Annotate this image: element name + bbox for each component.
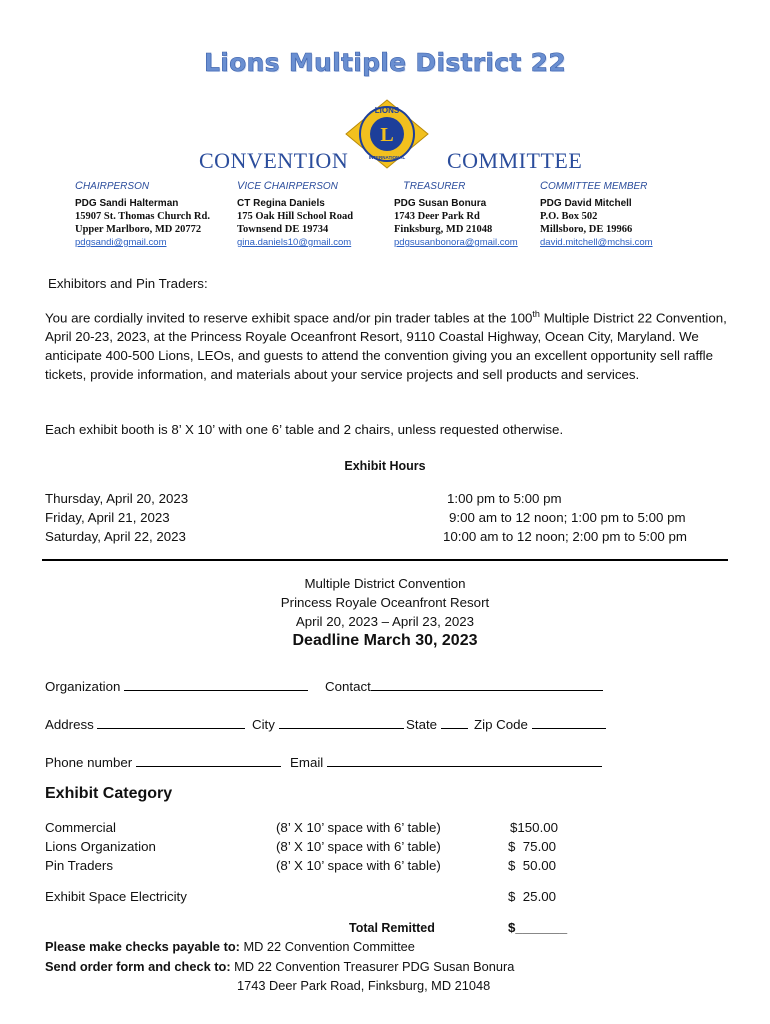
- electricity-label: Exhibit Space Electricity: [45, 889, 187, 904]
- category-desc: (8’ X 10’ space with 6’ table): [276, 820, 441, 835]
- page-title: Lions Multiple District 22: [203, 48, 567, 77]
- category-name: Commercial: [45, 820, 116, 835]
- zip-field[interactable]: Zip Code: [474, 714, 606, 732]
- intro-paragraph: You are cordially invited to reserve exhibit space and/or pin trader tables at the 100th Multiple District 22 Convention, April 20-23, 2023, at the Princess Royale Oceanfront Resort, 9110 Coastal Highway, Ocean City, Maryland. We anticipate 400-500 Lions, LEOs, and guests to attend the convention giving you an excellent opportunity sell raffle tickets, provide information, and materials about your service projects and sell products and services.: [45, 309, 727, 383]
- officer-name: PDG Susan Bonura: [394, 198, 487, 209]
- officer-address1: P.O. Box 502: [540, 211, 598, 222]
- address-field[interactable]: Address: [45, 714, 245, 732]
- officer-name: PDG Sandi Halterman: [75, 198, 179, 209]
- officer-address2: Upper Marlboro, MD 20772: [75, 224, 202, 235]
- send-line: Send order form and check to: MD 22 Convention Treasurer PDG Susan Bonura: [45, 959, 515, 974]
- hours-row: Friday, April 21, 2023: [45, 510, 170, 525]
- lions-logo-top-text: LIONS: [374, 106, 400, 115]
- officer-address2: Millsboro, DE 19966: [540, 224, 633, 235]
- officer-email[interactable]: gina.daniels10@gmail.com: [237, 237, 352, 248]
- category-price: $ 50.00: [508, 858, 557, 873]
- event-line3: April 20, 2023 – April 23, 2023: [295, 614, 475, 629]
- email-field[interactable]: Email: [290, 752, 602, 770]
- phone-field[interactable]: Phone number: [45, 752, 281, 770]
- officer-name: PDG David Mitchell: [540, 198, 632, 209]
- category-heading: Exhibit Category: [45, 785, 173, 802]
- electricity-price: $ 25.00: [508, 889, 557, 904]
- hours-row: Thursday, April 20, 2023: [45, 491, 189, 506]
- role-label: CHAIRPERSON: [75, 180, 150, 192]
- lions-logo-bottom-text: INTERNATIONAL: [368, 155, 406, 160]
- total-value[interactable]: $_______: [508, 920, 568, 935]
- officer-email[interactable]: david.mitchell@mchsi.com: [540, 237, 653, 248]
- lions-logo: [342, 96, 432, 172]
- divider: [42, 559, 728, 561]
- payable-line: Please make checks payable to: MD 22 Convention Committee: [45, 939, 415, 954]
- officer-address1: 15907 St. Thomas Church Rd.: [75, 211, 210, 222]
- lions-logo-letter: L: [380, 124, 394, 146]
- category-desc: (8’ X 10’ space with 6’ table): [276, 858, 441, 873]
- officer-address1: 175 Oak Hill School Road: [237, 211, 354, 222]
- officer-treasurer: [394, 180, 518, 248]
- contact-field[interactable]: Contact: [325, 676, 603, 694]
- salutation: Exhibitors and Pin Traders:: [48, 276, 208, 291]
- hours-heading: Exhibit Hours: [344, 459, 426, 473]
- role-label: VICE CHAIRPERSON: [237, 180, 338, 192]
- officer-chairperson: [75, 180, 210, 248]
- event-line2: Princess Royale Oceanfront Resort: [280, 595, 490, 610]
- category-name: Pin Traders: [45, 858, 113, 873]
- state-field[interactable]: State: [406, 714, 468, 732]
- category-desc: (8’ X 10’ space with 6’ table): [276, 839, 441, 854]
- officer-address1: 1743 Deer Park Rd: [394, 211, 480, 222]
- officer-email[interactable]: pdgsandi@gmail.com: [75, 237, 167, 248]
- committee-word: COMMITTEE: [447, 148, 583, 173]
- total-label: Total Remitted: [349, 921, 435, 935]
- booth-description: Each exhibit booth is 8’ X 10’ with one 6’ table and 2 chairs, unless requested otherwise.: [45, 422, 564, 437]
- role-label: COMMITTEE MEMBER: [540, 180, 648, 192]
- hours-time: 9:00 am to 12 noon; 1:00 pm to 5:00 pm: [449, 510, 686, 525]
- officer-address2: Townsend DE 19734: [237, 224, 329, 235]
- officer-address2: Finksburg, MD 21048: [394, 224, 493, 235]
- convention-word: CONVENTION: [199, 148, 349, 173]
- city-field[interactable]: City: [252, 714, 404, 732]
- hours-time: 1:00 pm to 5:00 pm: [447, 491, 562, 506]
- category-price: $ 75.00: [508, 839, 557, 854]
- event-line1: Multiple District Convention: [304, 576, 466, 591]
- officer-email[interactable]: pdgsusanbonora@gmail.com: [394, 237, 518, 248]
- officer-name: CT Regina Daniels: [237, 198, 325, 209]
- hours-time: 10:00 am to 12 noon; 2:00 pm to 5:00 pm: [443, 529, 687, 544]
- category-price: $150.00: [510, 820, 559, 835]
- officer-committee-member: [540, 180, 653, 248]
- send-address: 1743 Deer Park Road, Finksburg, MD 21048: [237, 978, 491, 993]
- hours-row: Saturday, April 22, 2023: [45, 529, 186, 544]
- role-label: TREASURER: [403, 180, 466, 192]
- category-name: Lions Organization: [45, 839, 156, 854]
- organization-field[interactable]: Organization: [45, 676, 308, 694]
- officer-vice-chairperson: [237, 180, 353, 248]
- deadline: Deadline March 30, 2023: [292, 632, 478, 649]
